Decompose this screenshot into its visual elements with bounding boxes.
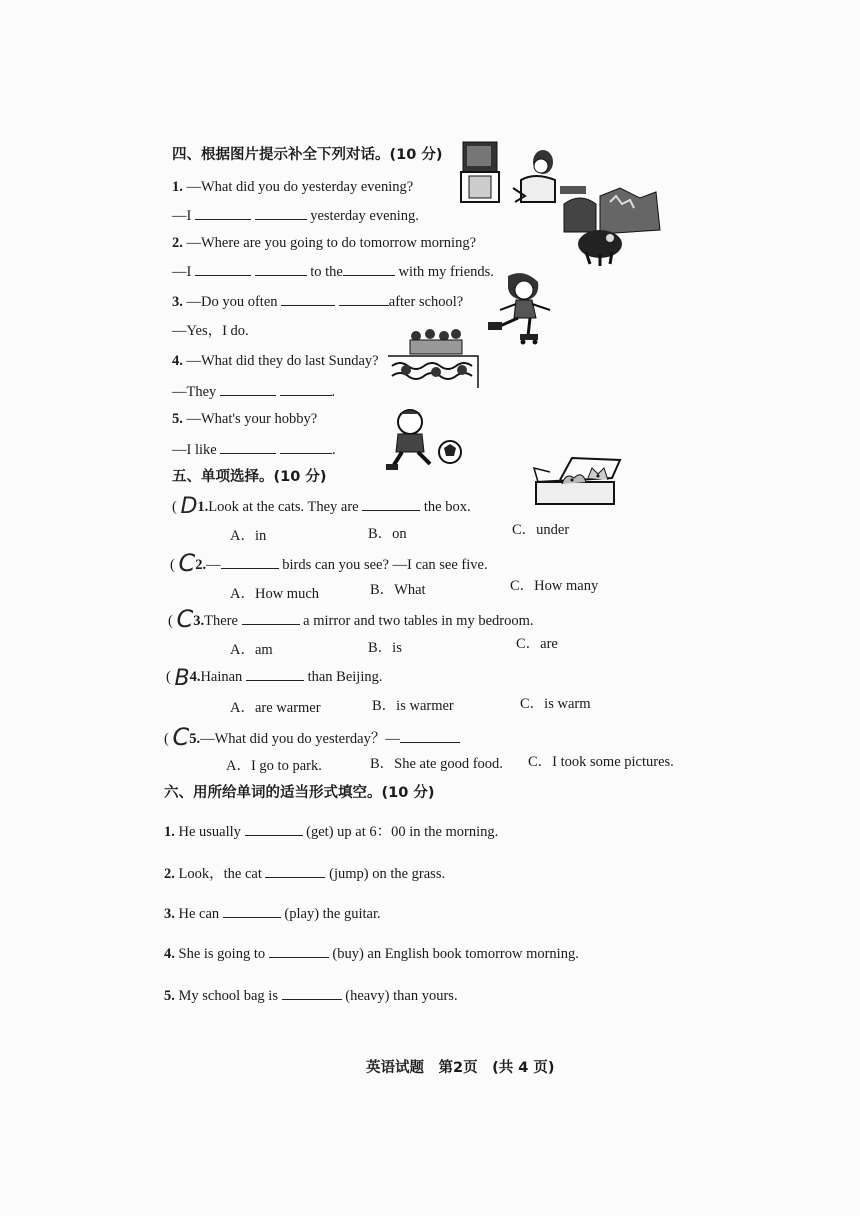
handwritten-answer: D	[180, 494, 198, 519]
mc-4-option-b[interactable]: B．is warmer	[372, 698, 454, 714]
q-text: —Do you often	[186, 294, 278, 310]
blank[interactable]	[195, 206, 251, 220]
paren: (	[170, 557, 175, 573]
answer-suffix: .	[331, 442, 336, 458]
answer-prefix: —I	[172, 208, 192, 224]
q-text: Look at the cats. They are	[208, 499, 359, 515]
q4-1-answer	[172, 206, 419, 225]
page-footer: 英语试题 第2页 (共 4 页)	[366, 1060, 555, 1076]
q-number: 2.	[164, 866, 175, 882]
handwritten-answer: B	[174, 666, 190, 691]
section-5-title: 五、单项选择。(10 分)	[172, 469, 327, 485]
blank[interactable]	[255, 206, 307, 220]
blank[interactable]	[281, 292, 335, 306]
blank[interactable]	[221, 555, 279, 569]
mc-5-option-a[interactable]: A．I go to park.	[226, 758, 322, 774]
q4-4-question	[172, 352, 379, 370]
answer-suffix: with my friends.	[398, 264, 494, 280]
blank[interactable]	[343, 262, 395, 276]
q-number: 2.	[172, 235, 183, 251]
q-number: 3.	[193, 613, 205, 629]
blank[interactable]	[195, 262, 251, 276]
q-number: 4.	[189, 669, 201, 685]
mc-2-question	[170, 549, 488, 577]
paren: (	[172, 499, 177, 515]
mc-1-option-c[interactable]: C．under	[512, 522, 570, 538]
q-number: 3.	[172, 294, 183, 310]
cats-box-picture	[532, 456, 626, 508]
mc-4-option-c[interactable]: C．is warm	[520, 696, 591, 712]
answer-suffix: yesterday evening.	[310, 208, 419, 224]
mc-3-option-a[interactable]: A．am	[230, 642, 273, 658]
q-text-after: than Beijing.	[307, 669, 383, 685]
fill-4	[164, 944, 579, 963]
section-6-title: 六、用所给单词的适当形式填空。(10 分)	[164, 785, 435, 801]
blank[interactable]	[339, 292, 389, 306]
q-suffix: after school?	[388, 294, 464, 310]
q-text-after: (play) the guitar.	[284, 906, 381, 922]
q-number: 3.	[164, 906, 175, 922]
q4-4-answer	[172, 382, 335, 401]
q-text: —What did you do yesterday evening?	[186, 179, 414, 195]
answer-prefix: —They	[172, 384, 217, 400]
blank[interactable]	[220, 440, 276, 454]
blank[interactable]	[245, 822, 303, 836]
handwritten-answer: C	[176, 605, 194, 633]
blank[interactable]	[242, 611, 300, 625]
q-number: 1.	[197, 499, 209, 515]
mc-3-option-b[interactable]: B．is	[368, 640, 402, 656]
mc-2-option-c[interactable]: C．How many	[510, 578, 599, 594]
football-boy-picture	[382, 406, 468, 474]
q-number: 2.	[195, 557, 207, 573]
q-text: She is going to	[178, 946, 266, 962]
paren: (	[168, 613, 173, 629]
mc-2-option-a[interactable]: A．How much	[230, 586, 320, 602]
q-text: He usually	[178, 824, 241, 840]
mc-2-option-b[interactable]: B．What	[370, 582, 426, 598]
q-text-after: (buy) an English book tomorrow morning.	[332, 946, 579, 962]
blank[interactable]	[362, 497, 420, 511]
answer-middle: to the	[310, 264, 343, 280]
blank[interactable]	[265, 864, 325, 878]
answer-prefix: —I	[172, 264, 192, 280]
q-number: 5.	[164, 988, 175, 1004]
blank[interactable]	[255, 262, 307, 276]
blank[interactable]	[223, 904, 281, 918]
q4-3-question	[172, 292, 463, 311]
mc-1-option-a[interactable]: A．in	[230, 528, 267, 544]
blank[interactable]	[220, 382, 276, 396]
q-text-after: (jump) on the grass.	[329, 866, 446, 882]
q-number: 1.	[164, 824, 175, 840]
blank[interactable]	[246, 667, 304, 681]
q-text: —What did you do yesterday？—	[200, 731, 400, 747]
fill-2	[164, 864, 445, 883]
q-text-after: birds can you see? —I can see five.	[282, 557, 488, 573]
paren: (	[164, 731, 169, 747]
tv-watching-picture	[455, 132, 565, 208]
fill-5	[164, 986, 458, 1005]
mc-5-option-b[interactable]: B．She ate good food.	[370, 756, 503, 772]
handwritten-answer: C	[178, 549, 196, 577]
blank[interactable]	[269, 944, 329, 958]
answer-prefix: —I like	[172, 442, 217, 458]
q4-5-answer	[172, 440, 336, 459]
q-text: He can	[178, 906, 220, 922]
fill-3	[164, 904, 381, 923]
skating-girl-picture	[480, 270, 560, 346]
swimming-picture	[386, 326, 482, 390]
zoo-picture	[560, 182, 664, 266]
mc-5-option-c[interactable]: C．I took some pictures.	[528, 754, 674, 770]
q-text: There	[204, 613, 238, 629]
mc-3-option-c[interactable]: C．are	[516, 636, 558, 652]
q-number: 4.	[164, 946, 175, 962]
mc-4-option-a[interactable]: A．are warmer	[230, 700, 321, 716]
q-number: 4.	[172, 353, 183, 369]
blank[interactable]	[282, 986, 342, 1000]
q-text: Hainan	[200, 669, 243, 685]
blank[interactable]	[400, 729, 460, 743]
q4-2-answer	[172, 262, 494, 281]
blank[interactable]	[280, 382, 332, 396]
mc-3-question	[168, 605, 534, 633]
mc-5-question	[164, 723, 460, 751]
handwritten-answer: C	[172, 723, 190, 751]
q-text: —	[206, 557, 221, 573]
q-text-after: a mirror and two tables in my bedroom.	[303, 613, 534, 629]
q-text-after: (get) up at 6：00 in the morning.	[306, 824, 499, 840]
q-number: 5.	[189, 731, 201, 747]
answer-suffix: .	[331, 384, 336, 400]
blank[interactable]	[280, 440, 332, 454]
q4-1-question	[172, 178, 413, 196]
mc-4-question	[166, 666, 383, 691]
q-text: —What's your hobby?	[186, 411, 318, 427]
q4-3-answer: —Yes，I do.	[172, 323, 249, 339]
fill-1	[164, 822, 498, 841]
q4-2-question	[172, 234, 476, 252]
section-4-title: 四、根据图片提示补全下列对话。(10 分)	[172, 147, 443, 163]
paren: (	[166, 669, 171, 685]
q-text-after: (heavy) than yours.	[345, 988, 458, 1004]
q-number: 1.	[172, 179, 183, 195]
q-text: —What did they do last Sunday?	[186, 353, 379, 369]
q-text: My school bag is	[178, 988, 278, 1004]
q-text: Look，the cat	[178, 866, 262, 882]
q-text-after: the box.	[423, 499, 471, 515]
mc-1-option-b[interactable]: B．on	[368, 526, 407, 542]
q-text: —Where are you going to do tomorrow morning?	[186, 235, 477, 251]
q-number: 5.	[172, 411, 183, 427]
q4-5-question	[172, 410, 317, 428]
mc-1-question	[172, 494, 471, 519]
